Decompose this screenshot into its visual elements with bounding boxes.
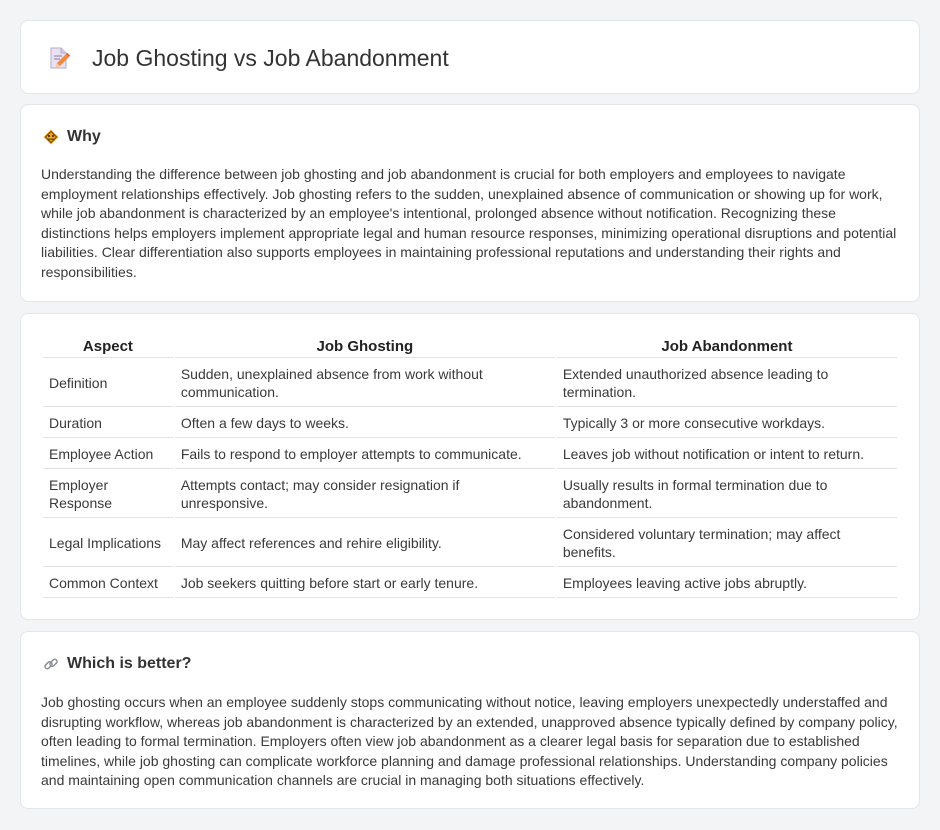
table-header-row <box>43 334 897 358</box>
table-cell-job-abandonment: Extended unauthorized absence leading to termination. <box>557 358 897 407</box>
link-icon <box>43 656 59 672</box>
comparison-section <box>20 313 920 620</box>
diamond-sign-icon <box>43 129 59 145</box>
table-cell-aspect: Employer Response <box>43 469 173 518</box>
table-cell-aspect: Employee Action <box>43 438 173 469</box>
table-cell-job-ghosting: Job seekers quitting before start or early tenure. <box>175 567 555 598</box>
page-title: Job Ghosting vs Job Abandonment <box>92 45 449 71</box>
document-pencil-icon <box>47 46 71 70</box>
table-cell-job-ghosting: Often a few days to weeks. <box>175 407 555 438</box>
table-row <box>43 438 897 469</box>
table-row <box>43 358 897 407</box>
table-cell-job-abandonment: Usually results in formal termination due to abandonment. <box>557 469 897 518</box>
which-is-better-section <box>20 631 920 809</box>
table-cell-aspect: Definition <box>43 358 173 407</box>
table-cell-aspect: Duration <box>43 407 173 438</box>
table-row <box>43 567 897 598</box>
table-cell-job-ghosting: Attempts contact; may consider resignation if unresponsive. <box>175 469 555 518</box>
why-title: Why <box>67 128 101 145</box>
table-row <box>43 469 897 518</box>
table-row <box>43 407 897 438</box>
table-row <box>43 518 897 567</box>
comparison-table <box>41 334 899 598</box>
why-heading <box>43 127 101 147</box>
why-text: Understanding the difference between job ghosting and job abandonment is crucial for both employers and employees to navigate employment relationships effectively. Job ghosting refers to the sudden, unexplained absence of communication or showing up for work, while job abandonment is characterized by an employee's intentional, prolonged absence without notification. Recognizing these distinctions helps employers implement appropriate legal and human resource responses, minimizing operational disruptions and potential liabilities. Clear differentiation also supports employees in maintaining professional reputations and understanding their rights and responsibilities. <box>41 166 897 280</box>
table-cell-job-abandonment: Typically 3 or more consecutive workdays. <box>557 407 897 438</box>
table-cell-job-abandonment: Employees leaving active jobs abruptly. <box>557 567 897 598</box>
better-title: Which is better? <box>67 655 192 672</box>
table-cell-job-abandonment: Considered voluntary termination; may affect benefits. <box>557 518 897 567</box>
table-cell-aspect: Legal Implications <box>43 518 173 567</box>
column-header-job-ghosting: Job Ghosting <box>175 334 555 358</box>
table-cell-job-ghosting: Sudden, unexplained absence from work without communication. <box>175 358 555 407</box>
table-cell-aspect: Common Context <box>43 567 173 598</box>
why-section <box>20 104 920 302</box>
column-header-aspect: Aspect <box>43 334 173 358</box>
table-cell-job-abandonment: Leaves job without notification or intent to return. <box>557 438 897 469</box>
table-cell-job-ghosting: May affect references and rehire eligibility. <box>175 518 555 567</box>
table-cell-job-ghosting: Fails to respond to employer attempts to communicate. <box>175 438 555 469</box>
better-text: Job ghosting occurs when an employee suddenly stops communicating without notice, leaving employers unexpectedly understaffed and disrupting workflow, whereas job abandonment is characterized by an extended, unapproved absence typically defined by company policy, often leading to formal termination. Employers often view job abandonment as a clearer legal basis for separation due to established timelines, while job ghosting can complicate workforce planning and damage professional relationships. Understanding company policies and maintaining open communication channels are crucial in managing both situations effectively. <box>41 694 898 788</box>
column-header-job-abandonment: Job Abandonment <box>557 334 897 358</box>
header-card <box>20 20 920 94</box>
better-heading <box>43 654 191 674</box>
